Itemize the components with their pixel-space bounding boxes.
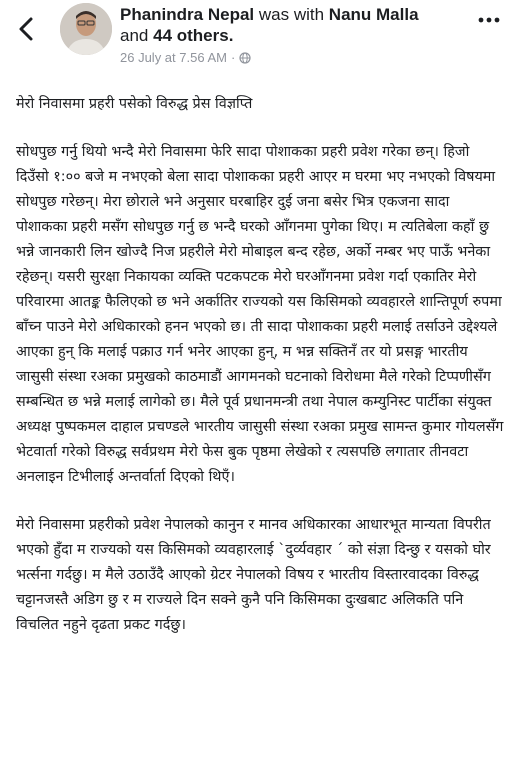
author-name[interactable]: Phanindra Nepal <box>120 5 255 24</box>
post-paragraph-1: सोधपुछ गर्नु थियो भन्दै मेरो निवासमा फेरि सादा पोशाकका प्रहरी प्रवेश गरेका छन्। हिजो दिउँसो १:०० बजे म नभएको बेला सादा पोशाकका प्रहरी आएर म घरमा भए नभएको विषयमा सोधपुछ गरेछन्। मेरा छोराले भने अनुसार घरबाहिर दुई जना बसेर भित्र एकजना सादा पोशाकका प्रहरी मसँग सोधपुछ गर्नु छ भन्दै घरको आँगनमा पुगेका थिए। म त्यतिबेला कहाँ छु भन्ने जानकारी लिन खोज्दै निज प्रहरीले मेरो मोबाइल बन्द रहेछ, अर्को नम्बर भए पाऊँ भनेका रहेछन्। यसरी सुरक्षा निकायका व्यक्ति पटकपटक मेरो घरआँगनमा प्रवेश गर्दा एकातिर मेरो परिवारमा आतङ्क फैलिएको छ भने अर्कातिर राज्यको यस किसिमको व्यवहारले शान्तिपूर्ण रुपमा बाँच्न पाउने मेरो अधिकारको हनन भएको छ। ती सादा पोशाकका प्रहरी मलाई तर्साउने उद्देश्यले आएका हुन् कि मलाई पक्राउ गर्न भनेर आएका हुन्, म भन्न सक्तिनँ तर यो प्रसङ्ग भारतीय जासुसी संस्था रअका प्रमुखको काठमाडौं आगमनको घटनाको विरोधमा मैले गरेको टिप्पणीसँग सम्बन्धित छ भन्ने मलाई लागेको छ। मैले पूर्व प्रधानमन्त्री तथा नेपाल कम्युनिस्ट पार्टीका संयुक्त अध्यक्ष पुष्पकमल दाहाल प्रचण्डले भारतीय जासुसी संस्था रअका प्रमुख सामन्त कुमार गोयलसँग भेटवार्ता गरेको विरुद्ध सर्वप्रथम मेरो फेस बुक पृष्ठमा लेखेको र त्यसपछि लगातार तीनवटा अनलाइन टिभीलाई अन्तर्वार्ता दिएको थिएँ। <box>16 144 504 485</box>
post-time-row <box>120 50 470 65</box>
and-text: and <box>120 26 149 45</box>
others-link[interactable]: 44 others. <box>153 26 234 45</box>
post-header <box>0 0 515 82</box>
more-dots-icon[interactable] <box>477 14 501 26</box>
was-with-text: was with <box>258 5 325 24</box>
timestamp[interactable]: 26 July at 7.56 AM <box>120 50 227 65</box>
post-heading: मेरो निवासमा प्रहरी पसेको विरुद्ध प्रेस विज्ञप्ति <box>16 96 253 112</box>
post-paragraph-2: मेरो निवासमा प्रहरीको प्रवेश नेपालको कानुन र मानव अधिकारका आधारभूत मान्यता विपरीत भएको हुँदा म राज्यको यस किसिमको व्यवहारलाई `दुर्व्यवहार ´ को संज्ञा दिन्छु र यसको घोर भर्त्सना गर्दछु। म मैले उठाउँदै आएको ग्रेटर नेपालको विषय र भारतीय विस्तारवादका विरुद्ध चट्टानजस्तै अडिग छु र म राज्यले दिन सक्ने कुनै पनि किसिमका दुःखबाट अलिकति पनि विचलित नहुने दृढता प्रकट गर्दछु। <box>16 517 491 633</box>
post-meta <box>120 4 470 65</box>
chevron-left-icon[interactable] <box>12 14 42 44</box>
globe-icon <box>239 52 251 64</box>
post-body <box>16 92 504 661</box>
separator-dot: · <box>230 50 236 65</box>
post-attribution <box>120 4 470 46</box>
tagged-name[interactable]: Nanu Malla <box>328 5 419 24</box>
avatar[interactable] <box>60 3 112 55</box>
